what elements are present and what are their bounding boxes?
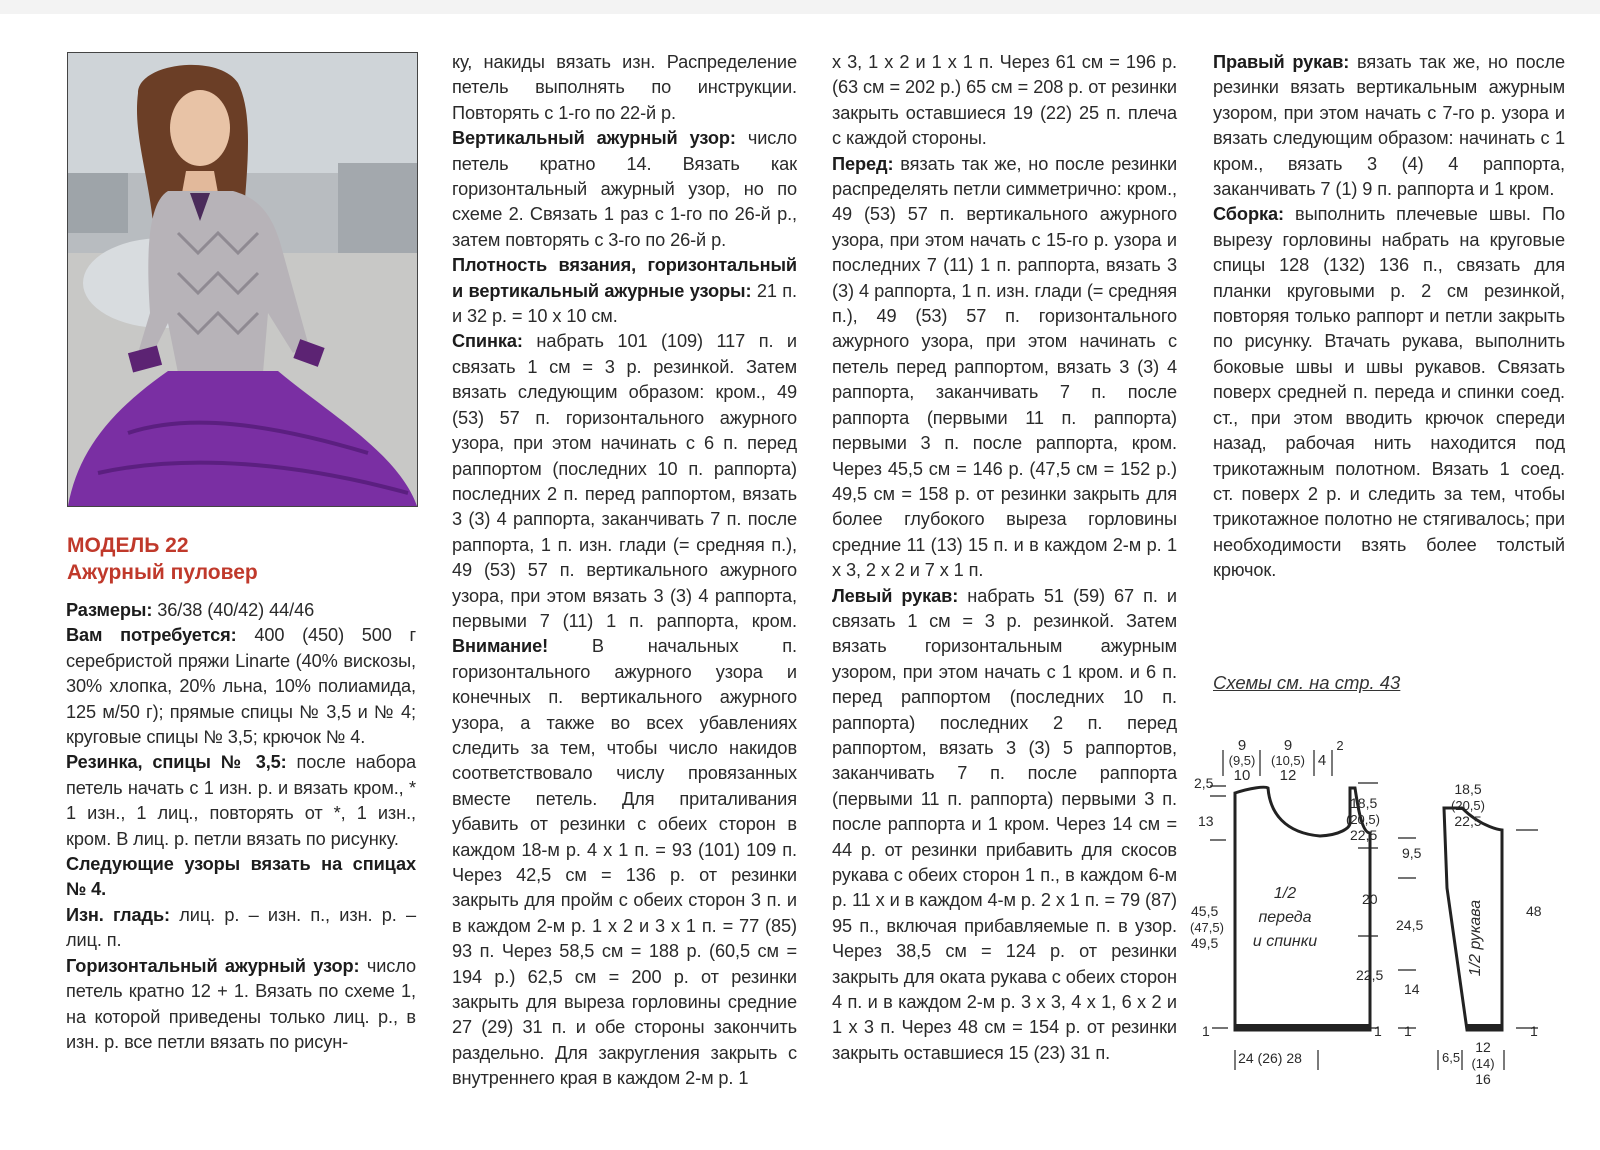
pattern-diagram: [1190, 738, 1590, 1118]
sleeve-schematic: [1396, 781, 1542, 1087]
assembly-text: выполнить плечевые швы. По вырезу горловины набрать на круговые спицы 128 (132) 136 п., связать для планки круговыми р. 2 см резинкой, повторяя только раппорт и петли закрыть по рисунку. Втачать рукава, выполнить боковые швы и швы рукавов. Связать поверх средней п. переда и спинки соед. ст., при этом вводить крючок спереди назад, рабочая нить находится под трикотажным полотном. Вязать 1 соед. ст. поверх 2 р. и следить за тем, чтобы трикотажное полотно не стягивалось; при необходимости взять более толстый крючок.: [1213, 204, 1565, 581]
sleeve-bottom-14: (14): [1471, 1056, 1495, 1071]
sleeve-left-ticks: [1398, 838, 1416, 1028]
sleeve-top-20-5: (20,5): [1451, 798, 1485, 813]
body-top-2: 2: [1336, 738, 1344, 753]
density-text: 21 п. и 32 р. = 10 х 10 см.: [452, 280, 797, 327]
assembly-label: Сборка:: [1213, 204, 1284, 225]
horizontal-lace-continued: ку, накиды вязать изн. Распределение петель выполнять по инструкции. Повторять с 1-го по 22-й р.: [452, 52, 797, 123]
left-sleeve-label: Левый рукав:: [832, 585, 959, 606]
model-number: МОДЕЛЬ 22: [67, 534, 189, 557]
body-label-back: и спинки: [1252, 933, 1318, 950]
body-mid-1: 1: [1374, 1023, 1382, 1039]
body-top-10: 10: [1233, 767, 1251, 784]
sizes-label: Размеры:: [66, 600, 153, 620]
next-patterns-paragraph: [66, 852, 416, 903]
model-photo-illustration: [68, 53, 417, 506]
body-mid-22-5: 22,5: [1350, 827, 1378, 843]
horizontal-lace-paragraph: [66, 954, 416, 1056]
model-name: Ажурный пуловер: [67, 561, 258, 584]
body-left-49-5: 49,5: [1191, 935, 1219, 951]
column-3: [832, 50, 1177, 1066]
back-continued: х 3, 1 х 2 и 1 х 1 п. Через 61 см = 196 р. (63 см = 202 р.) 65 см = 208 р. от резинки закрыть оставшиеся 19 (22) 25 п. плеча с каждой стороны.: [832, 52, 1177, 149]
body-left-45-5: 45,5: [1191, 903, 1219, 919]
body-bottom-width: 24 (26) 28: [1238, 1050, 1302, 1066]
sleeve-label: 1/2 рукава: [1467, 899, 1484, 977]
vertical-lace-label: Вертикальный ажурный узор:: [452, 128, 736, 149]
materials-text: 400 (450) 500 г серебристой пряжи Linarte (40% вискозы, 30% хлопка, 20% льна, 10% полиамида, 125 м/50 г); прямые спицы № 3,5 и № 4; круговые спицы № 3,5; крючок № 4.: [66, 625, 416, 748]
body-mid-18-5: 18,5: [1350, 795, 1378, 811]
sleeve-left-9-5: 9,5: [1402, 845, 1422, 861]
top-strip: [0, 0, 1600, 14]
density-paragraph: [452, 253, 797, 329]
body-schematic: [1190, 738, 1383, 1070]
front-paragraph: [832, 152, 1177, 584]
model-title: [67, 532, 258, 586]
body-left-13: 13: [1198, 813, 1214, 829]
model-photo: [67, 52, 418, 507]
front-label: Перед:: [832, 153, 894, 174]
assembly-paragraph: [1213, 202, 1565, 583]
attention-text: В начальных п. горизонтального ажурного узора и конечных п. вертикального ажурного узора, а также во всех убавлениях следить за тем, чтобы число накидов соответствовало числу провязанных вместе петель. Для приталивания убавить от резинки с обеих сторон в каждом 18-м р. 4 х 1 п. = 93 (101) 109 п. Через 42,5 см = 136 р. от резинки закрыть для пройм с обеих сторон 3 п. и в каждом 2-м р. 1 х 2 и 3 х 1 п. = 77 (85) 93 п. Через 58,5 см = 188 р. (60,5 см = 194 р.) 62,5 см = 200 р. от резинки закрыть для выреза горловины средние 27 (29) 31 п. и обе стороны закончить раздельно. Для закругления закрыть с внутреннего края в каждом 2-м р. 1: [452, 636, 797, 1089]
left-sleeve-text: набрать 51 (59) 67 п. и связать 1 см = 3 р. резинкой. Затем вязать горизонтальным ажурным узором, при этом начать с 1 кром. и 6 п. перед раппортом (последних 10 п. раппорта) последних 2 п. перед раппортом, вязать 3 (3) 5 раппортов, заканчивать 7 п. после раппорта (первыми 11 п. раппорта) первыми 3 п. после раппорта и 1 кром. Через 14 см = 44 р. от резинки прибавить для скосов рукава с обеих сторон 1 п., в каждом 6-м р. 11 х и в каждом 4-м р. 2 х 1 п. = 79 (87) 95 п., включая прибавляемые п. в узор. Через 38,5 см = 124 р. от резинки закрыть для оката рукава с обеих сторон 4 п. и в каждом 2-м р. 3 х 3, 4 х 1, 6 х 2 и 1 х 3 п. Через 48 см = 154 р. от резинки закрыть оставшиеся 15 (23) 31 п.: [832, 585, 1177, 1063]
sleeve-bottom-6-5: 6,5: [1442, 1050, 1461, 1065]
sleeve-rib: [1467, 1024, 1502, 1031]
body-mid-22-5b: 22,5: [1356, 967, 1384, 983]
body-rib: [1235, 1024, 1370, 1031]
purl-text: лиц. р. – изн. п., изн. р. – лиц. п.: [66, 904, 416, 951]
body-top-4: 4: [1317, 752, 1327, 769]
back-paragraph: [452, 329, 797, 1091]
rib-text: после набора петель начать с 1 изн. р. и вязать кром., * 1 изн., 1 лиц., повторять от *, 1 изн., кром. В лиц. р. петли вязать по рисунку.: [66, 752, 417, 849]
vertical-lace-text: число петель кратно 14. Вязать как горизонтальный ажурный узор, но по схеме 2. Связать 1 раз с 1-го по 26-й р., затем повторять с 3-го по 26-й р.: [452, 128, 797, 250]
attention-label: Внимание!: [452, 636, 549, 657]
column-4: [1213, 50, 1565, 584]
body-mid-20: 20: [1362, 891, 1378, 907]
body-top-9b: 9: [1283, 738, 1293, 754]
column-1: [66, 598, 416, 1055]
body-left-2-5: 2,5: [1194, 775, 1214, 791]
materials-label: Вам потребуется:: [66, 625, 237, 646]
back-label: Спинка:: [452, 331, 523, 352]
sleeve-left-1: 1: [1404, 1023, 1412, 1039]
body-top-9a: 9: [1237, 738, 1247, 754]
sleeve-right-1: 1: [1530, 1023, 1538, 1039]
horizontal-lace-text: число петель кратно 12 + 1. Вязать по схеме 1, на которой приведены только лиц. р., в изн. р. все петли вязать по рисун-: [66, 955, 416, 1052]
sleeve-right-48: 48: [1526, 903, 1542, 919]
density-label: Плотность вязания, горизонтальный и вертикальный ажурные узоры:: [452, 255, 797, 301]
body-left-1: 1: [1202, 1023, 1210, 1039]
body-left-47-5: (47,5): [1190, 920, 1224, 935]
horizontal-lace-label: Горизонтальный ажурный узор:: [66, 955, 360, 976]
purl-label: Изн. гладь:: [66, 904, 170, 925]
materials-paragraph: [66, 623, 416, 750]
back-text: набрать 101 (109) 117 п. и связать 1 см = 3 р. резинкой. Затем вязать следующим образом: кром., 49 (53) 57 п. горизонтального ажурного узора, при этом начинать с 6 п. перед раппортом (последних 10 п. раппорта) последних 2 п. перед раппортом, вязать 3 (3) 4 раппорта, заканчивать 7 п. после раппорта, 1 п. изн. глади (= средняя п.), 49 (53) 57 п. вертикального ажурного узора, при этом вязать 3 (3) 4 раппорта, первыми 7 (11) 1 п. раппорта, кром.: [452, 331, 797, 631]
sleeve-right-ticks: [1516, 830, 1538, 1028]
sleeve-top-18-5: 18,5: [1454, 781, 1482, 797]
sleeve-bottom-12: 12: [1475, 1039, 1491, 1055]
sizes-paragraph: [66, 598, 416, 623]
right-sleeve-text: вязать так же, но после резинки вязать вертикальным ажурным узором, при этом начать с 7-го р. узора и вязать следующим образом: начинать с 1 кром., вязать 3 (4) 4 раппорта, заканчивать 7 (1) 9 п. раппорта и 1 кром.: [1213, 52, 1565, 200]
sizes-text: 36/38 (40/42) 44/46: [152, 600, 315, 620]
sleeve-top-22-5: 22,5: [1454, 813, 1482, 829]
right-sleeve-paragraph: [1213, 50, 1565, 202]
schemes-reference: Схемы см. на стр. 43: [1213, 672, 1401, 693]
body-top-12: 12: [1279, 767, 1297, 784]
body-mid-20-5: (20,5): [1346, 812, 1380, 827]
sleeve-left-24-5: 24,5: [1396, 917, 1424, 933]
left-sleeve-paragraph: [832, 584, 1177, 1067]
rib-paragraph: [66, 750, 416, 852]
sleeve-bottom-16: 16: [1475, 1071, 1491, 1087]
body-top-9-5: (9,5): [1228, 753, 1256, 768]
body-label-half: 1/2: [1273, 885, 1297, 902]
rib-label: Резинка, спицы № 3,5:: [66, 752, 287, 773]
body-label-front: переда: [1258, 909, 1312, 926]
purl-paragraph: [66, 903, 416, 954]
sleeve-left-14: 14: [1404, 981, 1420, 997]
next-patterns-label: Следующие узоры вязать на спицах № 4.: [66, 854, 416, 900]
front-text: вязать так же, но после резинки распределять петли симметрично: кром., 49 (53) 57 п. вертикального ажурного узора, при этом начать с 15-го р. узора и последних 7 (11) 1 п. раппорта, вязать 3 (3) 4 раппорта, 1 п. изн. глади (= средняя п.), 49 (53) 57 п. горизонтального ажурного узора, при этом начинать с петель перед раппортом, вязать 3 (3) 4 раппорта, заканчивать 7 п. после раппорта (первыми 11 п. раппорта) первыми 3 п. после раппорта, кром. Через 45,5 см = 146 р. (47,5 см = 152 р.) 49,5 см = 158 р. от резинки закрыть для более глубокого выреза горловины средние 11 (13) 15 п. и в каждом 2-м р. 1 х 3, 2 х 2 и 7 х 1 п.: [832, 153, 1177, 581]
right-sleeve-label: Правый рукав:: [1213, 52, 1350, 72]
body-top-10-5: (10,5): [1271, 753, 1305, 768]
vertical-lace-paragraph: [452, 126, 797, 253]
column-2: [452, 50, 797, 1092]
